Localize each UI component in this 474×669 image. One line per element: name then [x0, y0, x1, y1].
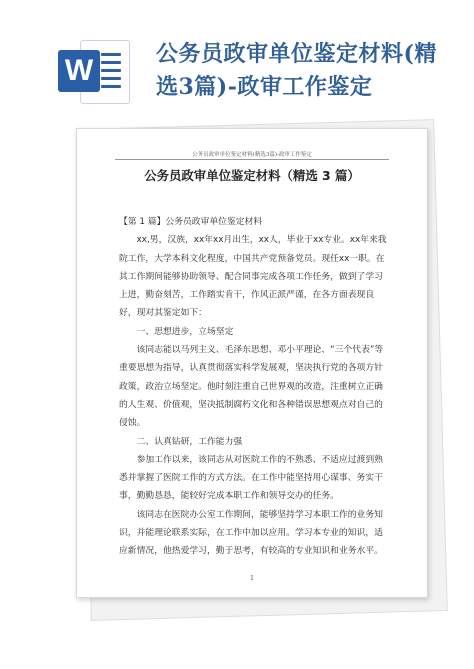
subsection-heading: 一、思想进步，立场坚定	[136, 326, 234, 337]
section-heading: 【第 1 篇】公务员政审单位鉴定材料	[119, 217, 263, 227]
body-paragraph: 该同志能以马列主义、毛泽东思想、邓小平理论、“三个代表”等重要思想为指导，认真贯彻落实科学发展观，坚决执行党的各项方针政策，政治立场坚定。他时刻注重自己世界观的改造，注重树立正确的人生观、价值观，坚决抵制腐朽文化和各种错误思想观点对自己的侵蚀。	[119, 345, 384, 429]
page-title: 公务员政审单位鉴定材料(精选3篇)-政审工作鉴定	[156, 41, 437, 100]
body-paragraph: 参加工作以来，该同志从对医院工作的不熟悉、不适应过渡到熟悉并掌握了医院工作的方式方法。在工作中能坚持用心谋事、务实干事，勤勤恳恳，能较好完成本职工作和领导交办的任务。	[119, 454, 383, 502]
word-document-icon	[58, 40, 128, 102]
document-body	[119, 213, 391, 561]
page-number: 1	[250, 575, 254, 582]
document-preview[interactable]	[76, 128, 428, 598]
running-header: 公务员政审单位鉴定材料(精选3篇)-政审工作鉴定	[192, 152, 312, 158]
header-divider	[115, 159, 389, 160]
body-paragraph: xx,男，汉族，xx年xx月出生，xx人，毕业于xx专业。xx年来我院工作，大学本科文化程度，中国共产党预备党员。现任xx一职。在其工作期间能够协助领导、配合同事完成各项工作任务，做到了学习上进，勤奋刻苦，工作踏实肯干，作风正派严谨，在各方面表现良好，现对其鉴定如下：	[119, 235, 387, 319]
word-logo-badge: W	[58, 50, 100, 92]
subsection-heading: 二、认真钻研，工作能力强	[136, 436, 243, 447]
document-title: 公务员政审单位鉴定材料（精选 3 篇）	[144, 168, 360, 183]
body-paragraph: 该同志在医院办公室工作期间，能够坚持学习本职工作的业务知识，并能理论联系实际，在工作中加以应用。学习本专业的知识，适应新情况，他热爱学习，勤于思考，有较高的专业知识和业务水平。	[119, 509, 383, 557]
